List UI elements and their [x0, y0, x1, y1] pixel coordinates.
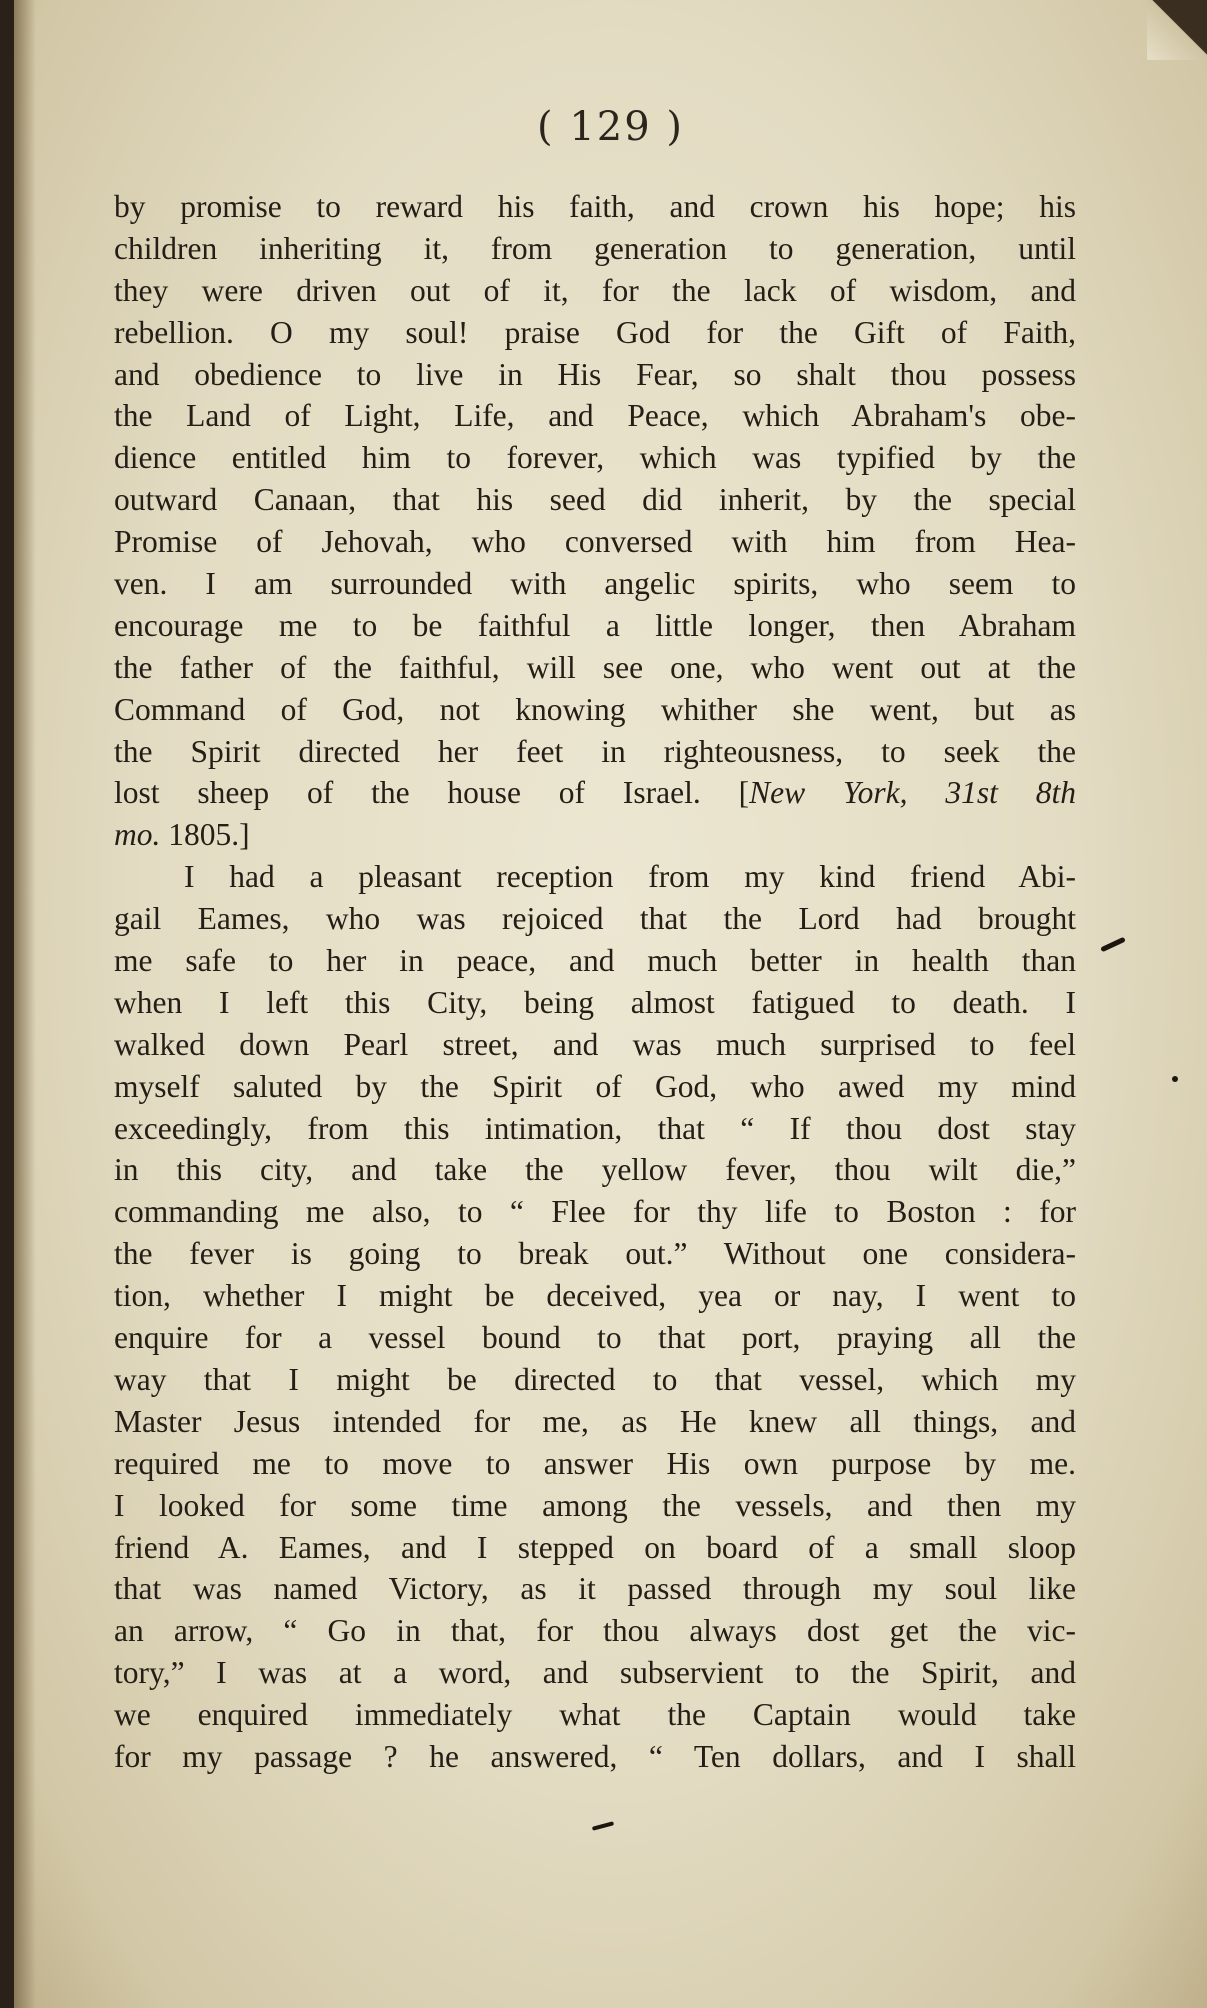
text-line: encourage me to be faithful a little longer, then Abraham [114, 607, 1076, 643]
text-line: gail Eames, who was rejoiced that the Lord had brought [114, 901, 1076, 937]
text-line: the fever is going to break out.” Without one considera- [114, 1236, 1076, 1272]
page-binding-shadow [14, 0, 36, 2008]
text-line: required me to move to answer His own purpose by me. [114, 1445, 1076, 1481]
text-line-with-italic-date [114, 772, 1076, 814]
text-run: lost sheep of the house of Israel. [ [114, 775, 750, 811]
text-line: way that I might be directed to that vessel, which my [114, 1361, 1076, 1397]
italic-place: New York, [749, 775, 908, 811]
text-line: outward Canaan, that his seed did inherit, by the special [114, 482, 1076, 518]
ink-blot [592, 1821, 614, 1831]
text-line: dience entitled him to forever, which was typified by the [114, 440, 1076, 476]
text-line-date-end [114, 814, 1076, 856]
text-line: children inheriting it, from generation to generation, until [114, 230, 1076, 266]
text-line: walked down Pearl street, and was much surprised to feel [114, 1026, 1076, 1062]
text-line: the Land of Light, Life, and Peace, which Abraham's obe- [114, 398, 1076, 434]
text-line: rebellion. O my soul! praise God for the Gift of Faith, [114, 314, 1076, 350]
text-line: commanding me also, to “ Flee for thy life to Boston : for [114, 1194, 1076, 1230]
text-line: for my passage ? he answered, “ Ten dollars, and I shall [114, 1738, 1076, 1774]
text-line: the father of the faithful, will see one, who went out at the [114, 649, 1076, 685]
book-page [14, 0, 1207, 2008]
text-line: tion, whether I might be deceived, yea or nay, I went to [114, 1278, 1076, 1314]
folded-corner [1147, 0, 1207, 60]
text-line: enquire for a vessel bound to that port, praying all the [114, 1320, 1076, 1356]
text-line: Promise of Jehovah, who conversed with him from Hea- [114, 524, 1076, 560]
page-body-text [114, 186, 1076, 1778]
text-line: and obedience to live in His Fear, so shalt thou possess [114, 356, 1076, 392]
italic-month: 8th [1035, 775, 1077, 811]
text-run: 1805.] [160, 817, 250, 853]
ink-blot [1172, 1076, 1178, 1082]
text-line: they were driven out of it, for the lack of wisdom, and [114, 272, 1076, 308]
page-number: ( 129 ) [537, 104, 684, 150]
text-line: the Spirit directed her feet in righteousness, to seek the [114, 733, 1076, 769]
text-line: that was named Victory, as it passed through my soul like [114, 1571, 1076, 1607]
text-line: exceedingly, from this intimation, that “ If thou dost stay [114, 1110, 1076, 1146]
text-line: when I left this City, being almost fatigued to death. I [114, 984, 1076, 1020]
text-line: in this city, and take the yellow fever, thou wilt die,” [114, 1152, 1076, 1188]
text-line: Master Jesus intended for me, as He knew all things, and [114, 1403, 1076, 1439]
italic-day: 31st [945, 775, 998, 811]
text-line: ven. I am surrounded with angelic spirits, who seem to [114, 566, 1076, 602]
text-line: I looked for some time among the vessels, and then my [114, 1487, 1076, 1523]
italic-mo: mo. [114, 817, 161, 853]
text-line: Command of God, not knowing whither she went, but as [114, 691, 1076, 727]
text-line: friend A. Eames, and I stepped on board of a small sloop [114, 1529, 1076, 1565]
text-line: me safe to her in peace, and much better in health than [114, 943, 1076, 979]
text-line: an arrow, “ Go in that, for thou always dost get the vic- [114, 1613, 1076, 1649]
text-line: myself saluted by the Spirit of God, who awed my mind [114, 1068, 1076, 1104]
text-line: tory,” I was at a word, and subservient to the Spirit, and [114, 1655, 1076, 1691]
text-line: by promise to reward his faith, and crown his hope; his [114, 189, 1076, 224]
paragraph-start-line: I had a pleasant reception from my kind friend Abi- [184, 859, 1076, 895]
ink-blot [1100, 937, 1126, 953]
text-line: we enquired immediately what the Captain would take [114, 1697, 1076, 1733]
